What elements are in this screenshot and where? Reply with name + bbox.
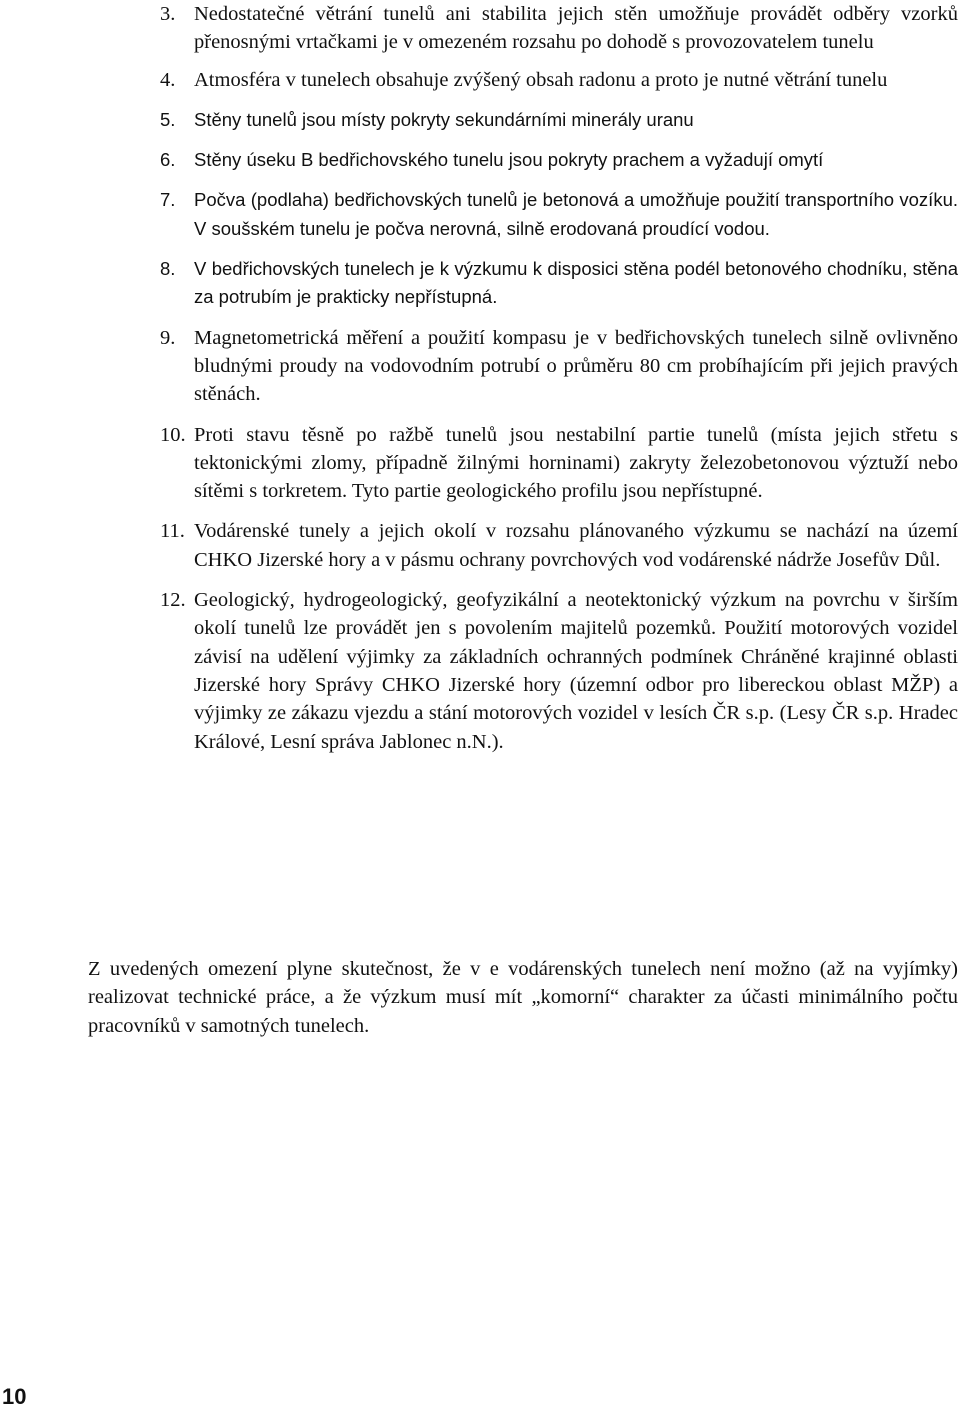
- list-item-number: 6.: [160, 149, 176, 171]
- list-item-number: 12.: [160, 589, 186, 612]
- list-item-number: 11.: [160, 520, 185, 543]
- list-item-text: Proti stavu těsně po ražbě tunelů jsou nestabilní partie tunelů (místa jejich střetu s tektonickými zlomy, případně žilnými horninami) zakryty železobetonovou výztuží nebo sítěmi s torkretem. Tyto partie geologického profilu jsou nepřístupné.: [194, 423, 958, 503]
- list-item-text: Nedostatečné větrání tunelů ani stabilita jejich stěn umožňuje provádět odběry vzorků přenosnými vrtačkami je v omezeném rozsahu po dohodě s provozovatelem tunelu: [194, 3, 958, 54]
- list-item: [150, 324, 958, 409]
- list-item: [150, 66, 958, 94]
- list-item-number: 3.: [160, 3, 176, 25]
- list-item-text: Vodárenské tunely a jejich okolí v rozsahu plánovaného výzkumu se nachází na území CHKO Jizerské hory a v pásmu ochrany povrchových vod vodárenské nádrže Josefův Důl.: [194, 520, 958, 571]
- list-item: [150, 0, 958, 57]
- list-item-number: 9.: [160, 326, 176, 349]
- list-item-text: Stěny tunelů jsou místy pokryty sekundárními minerály uranu: [194, 108, 694, 130]
- list-item: [150, 586, 958, 756]
- list-item-number: 10.: [160, 423, 186, 446]
- list-item-number: 8.: [160, 258, 176, 280]
- constraints-list: [150, 0, 958, 768]
- list-item-text: Počva (podlaha) bedřichovských tunelů je betonová a umožňuje použití transportního vozíku. V soušském tunelu je počva nerovná, silně erodovaná proudící vodou.: [194, 189, 958, 239]
- conclusion-paragraph: Z uvedených omezení plyne skutečnost, že v e vodárenských tunelech není možno (až na vyjímky) realizovat technické práce, a že výzkum musí mít „komorní“ charakter za účasti minimálního počtu pracovníků v samotných tunelech.: [88, 958, 958, 1037]
- list-item-text: Geologický, hydrogeologický, geofyzikální a neotektonický výzkum na povrchu v širším okolí tunelů lze provádět jen s povolením majitelů pozemků. Použití motorových vozidel závisí na udělení výjimky za základních ochranných podmínek Chráněné krajinné oblasti Jizerské hory Správy CHKO Jizerské hory (územní odbor pro libereckou oblast MŽP) a výjimky ze zákazu vjezdu a stání motorových vozidel v lesích ČR s.p. (Lesy ČR s.p. Hradec Králové, Lesní správa Jablonec n.N.).: [194, 589, 958, 753]
- list-item: [150, 106, 958, 134]
- list-item-text: Magnetometrická měření a použití kompasu je v bedřichovských tunelech silně ovlivněno bludnými proudy na vodovodním potrubí o průměru 80 cm probíhajícím při jejich pravých stěnách.: [194, 326, 958, 406]
- list-item: [150, 186, 958, 243]
- list-item-number: 4.: [160, 68, 176, 91]
- page-number: 10: [2, 1384, 27, 1409]
- list-item-text: Atmosféra v tunelech obsahuje zvýšený obsah radonu a proto je nutné větrání tunelu: [194, 68, 888, 91]
- list-item: [150, 421, 958, 506]
- list-item: [150, 255, 958, 312]
- list-item: [150, 146, 958, 174]
- list-item: [150, 517, 958, 574]
- list-item-number: 7.: [160, 189, 176, 211]
- list-item-text: V bedřichovských tunelech je k výzkumu k disposici stěna podél betonového chodníku, stěna za potrubím je prakticky nepřístupná.: [194, 258, 958, 308]
- list-item-number: 5.: [160, 108, 176, 130]
- list-item-text: Stěny úseku B bedřichovského tunelu jsou pokryty prachem a vyžadují omytí: [194, 149, 824, 171]
